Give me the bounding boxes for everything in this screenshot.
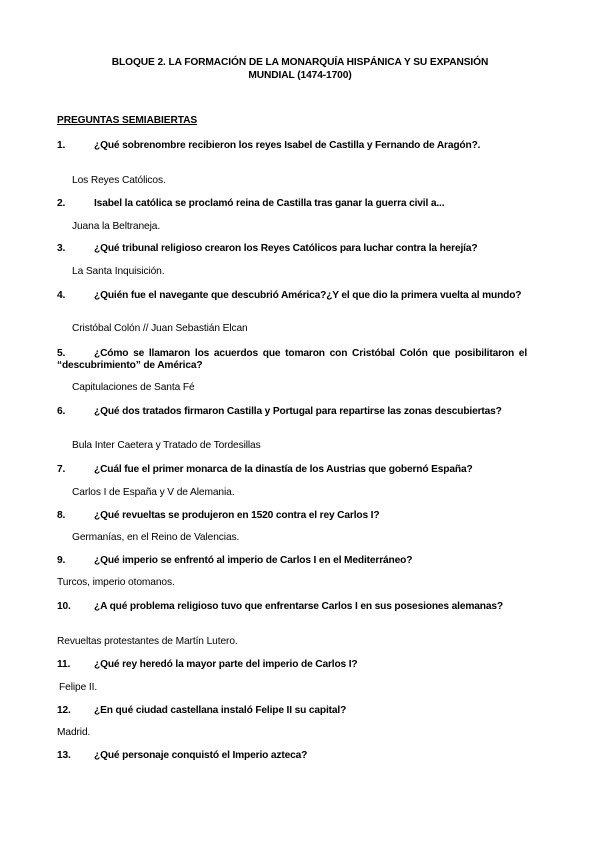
question-9 — [57, 555, 527, 567]
question-text: ¿A qué problema religioso tuvo que enfrentarse Carlos I en sus posesiones alemanas? — [94, 601, 503, 612]
question-number: 2. — [57, 198, 66, 209]
question-number: 4. — [57, 290, 66, 301]
question-number: 1. — [57, 140, 66, 151]
question-number: 13. — [57, 750, 71, 761]
question-text: ¿Qué tribunal religioso crearon los Reyes Católicos para luchar contra la herejía? — [94, 243, 478, 254]
answer-10: Revueltas protestantes de Martín Lutero. — [57, 636, 238, 647]
question-text: Isabel la católica se proclamó reina de Castilla tras ganar la guerra civil a... — [94, 198, 445, 209]
answer-2: Juana la Beltraneja. — [72, 221, 161, 232]
question-text: ¿Qué revueltas se produjeron en 1520 contra el rey Carlos I? — [94, 510, 380, 521]
question-number: 11. — [57, 659, 71, 670]
question-3 — [57, 243, 527, 255]
question-7 — [57, 464, 527, 476]
answer-4: Cristóbal Colón // Juan Sebastián Elcan — [72, 323, 248, 334]
answer-1: Los Reyes Católicos. — [72, 175, 166, 186]
question-number: 7. — [57, 464, 66, 475]
answer-5: Capitulaciones de Santa Fé — [72, 382, 195, 393]
question-number: 10. — [57, 601, 71, 612]
answer-8: Germanías, en el Reino de Valencias. — [72, 532, 240, 543]
question-number: 8. — [57, 510, 66, 521]
question-number: 12. — [57, 705, 71, 716]
answer-12: Madrid. — [57, 727, 91, 738]
question-8 — [57, 510, 527, 522]
question-12 — [57, 705, 527, 717]
question-11 — [57, 659, 527, 671]
section-heading: PREGUNTAS SEMIABIERTAS — [57, 115, 198, 126]
question-text: ¿Cómo se llamaron los acuerdos que tomaron con Cristóbal Colón que posibilitaron el “descubrimiento” de América? — [57, 348, 527, 371]
question-2 — [57, 198, 527, 210]
answer-11: Felipe II. — [59, 682, 98, 693]
document-title — [60, 56, 540, 82]
question-4 — [57, 290, 527, 302]
question-text: ¿Qué personaje conquistó el Imperio azteca? — [94, 750, 308, 761]
question-number: 6. — [57, 406, 66, 417]
question-text: ¿Cuál fue el primer monarca de la dinastía de los Austrias que gobernó España? — [94, 464, 473, 475]
question-text: ¿Qué imperio se enfrentó al imperio de Carlos I en el Mediterráneo? — [94, 555, 413, 566]
question-text: ¿Quién fue el navegante que descubrió América?¿Y el que dio la primera vuelta al mundo? — [94, 290, 522, 301]
title-line-2: MUNDIAL (1474-1700) — [248, 70, 352, 81]
question-number: 9. — [57, 555, 66, 566]
title-line-1: BLOQUE 2. LA FORMACIÓN DE LA MONARQUÍA HISPÁNICA Y SU EXPANSIÓN — [111, 57, 489, 68]
question-5 — [57, 348, 527, 372]
answer-7: Carlos I de España y V de Alemania. — [72, 487, 235, 498]
question-1 — [57, 140, 527, 152]
answer-6: Bula Inter Caetera y Tratado de Tordesillas — [72, 440, 261, 451]
question-text: ¿En qué ciudad castellana instaló Felipe II su capital? — [94, 705, 347, 716]
answer-3: La Santa Inquisición. — [72, 266, 165, 277]
answer-9: Turcos, imperio otomanos. — [57, 577, 175, 588]
question-number: 3. — [57, 243, 66, 254]
question-text: ¿Qué rey heredó la mayor parte del imperio de Carlos I? — [94, 659, 358, 670]
question-text: ¿Qué dos tratados firmaron Castilla y Portugal para repartirse las zonas descubiertas? — [94, 406, 502, 417]
question-text: ¿Qué sobrenombre recibieron los reyes Isabel de Castilla y Fernando de Aragón?. — [94, 140, 481, 151]
question-6 — [57, 406, 527, 418]
question-number: 5. — [57, 348, 66, 359]
question-13 — [57, 750, 527, 762]
question-10 — [57, 601, 527, 613]
